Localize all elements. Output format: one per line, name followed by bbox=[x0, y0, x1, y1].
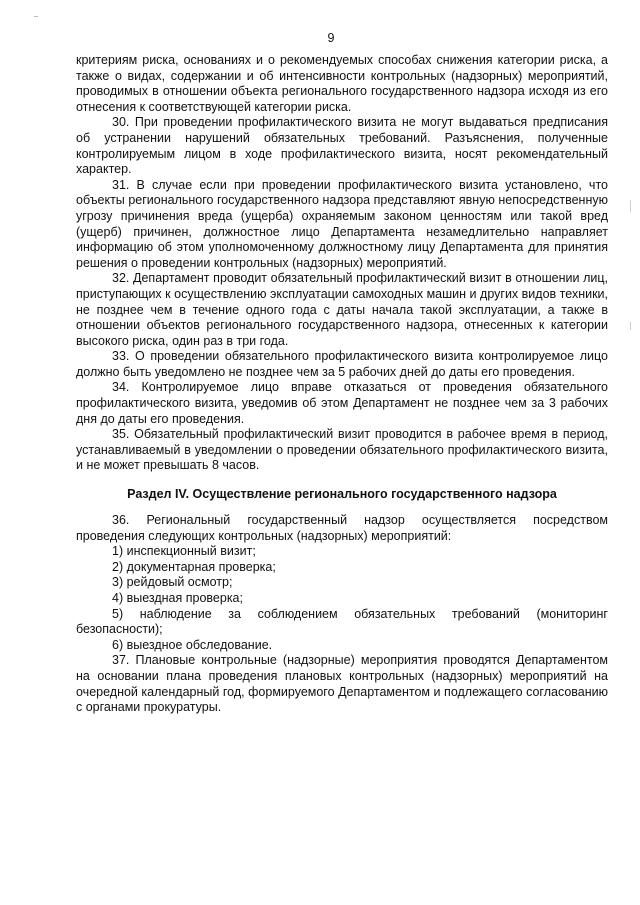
list-item: 4) выездная проверка; bbox=[112, 591, 243, 605]
paragraph-intro: критериям риска, основаниях и о рекомендуемых способах снижения категории риска, а также о видах, содержании и об интенсивности контрольных (надзорных) мероприятий, проводимых в отношении объекта регионального государственного надзора исходя из его отнесения к соответствующей категории риска. bbox=[76, 53, 608, 114]
section-heading: Раздел IV. Осуществление регионального государственного надзора bbox=[127, 487, 557, 502]
list-item: 5) наблюдение за соблюдением обязательных требований (мониторинг безопасности); bbox=[76, 606, 608, 637]
paragraph-34: 34. Контролируемое лицо вправе отказаться от проведения обязательного профилактического визита, уведомив об этом Департамент не позднее чем за 3 рабочих дня до даты его проведения. bbox=[76, 380, 608, 426]
paragraph-32: 32. Департамент проводит обязательный профилактический визит в отношении лиц, приступающих к осуществлению эксплуатации самоходных машин и других видов техники, не позднее чем в течение одного года с даты начала такой эксплуатации, а также в отношении объектов регионального государственного надзора, отнесенных к категории высокого риска, один раз в три года. bbox=[76, 271, 608, 348]
paragraph-35: 35. Обязательный профилактический визит проводится в рабочее время в период, устанавливаемый в уведомлении о проведении обязательного профилактического визита, и не может превышать 8 часов. bbox=[76, 427, 608, 473]
scan-mark bbox=[630, 322, 631, 330]
list-item: 2) документарная проверка; bbox=[112, 559, 276, 574]
paragraph-33: 33. О проведении обязательного профилактического визита контролируемое лицо должно быть уведомлено не позднее чем за 5 рабочих дней до даты его проведения. bbox=[76, 349, 608, 379]
paragraph-37: 37. Плановые контрольные (надзорные) мероприятия проводятся Департаментом на основании плана проведения плановых контрольных (надзорных) мероприятий на очередной календарный год, формируемого Департаментом и подлежащего согласованию с органами прокуратуры. bbox=[76, 653, 608, 715]
paragraph-30: 30. При проведении профилактического визита не могут выдаваться предписания об устранении нарушений обязательных требований. Разъяснения, полученные контролируемым лицом в ходе профилактического визита, носят рекомендательный характер. bbox=[76, 115, 608, 177]
page-number: 9 bbox=[327, 31, 335, 45]
list-item: 6) выездное обследование. bbox=[112, 637, 273, 652]
list-item: 3) рейдовый осмотр; bbox=[112, 575, 233, 590]
paragraph-31: 31. В случае если при проведении профилактического визита установлено, что объекты регионального государственного надзора представляют явную непосредственную угрозу причинения вреда (ущерба) охраняемым законом ценностям или такой вред (ущерб) причинен, должностное лицо Департамента незамедлительно направляет информацию об этом уполномоченному должностному лицу Департамента для принятия решения о проведении контрольных (надзорных) мероприятий. bbox=[76, 177, 608, 270]
document-body bbox=[76, 53, 608, 716]
list-item: 1) инспекционный визит; bbox=[112, 544, 256, 559]
scan-mark bbox=[630, 200, 631, 212]
paragraph-36: 36. Региональный государственный надзор осуществляется посредством проведения следующих контрольных (надзорных) мероприятий: bbox=[76, 513, 608, 543]
scan-mark bbox=[34, 16, 38, 17]
